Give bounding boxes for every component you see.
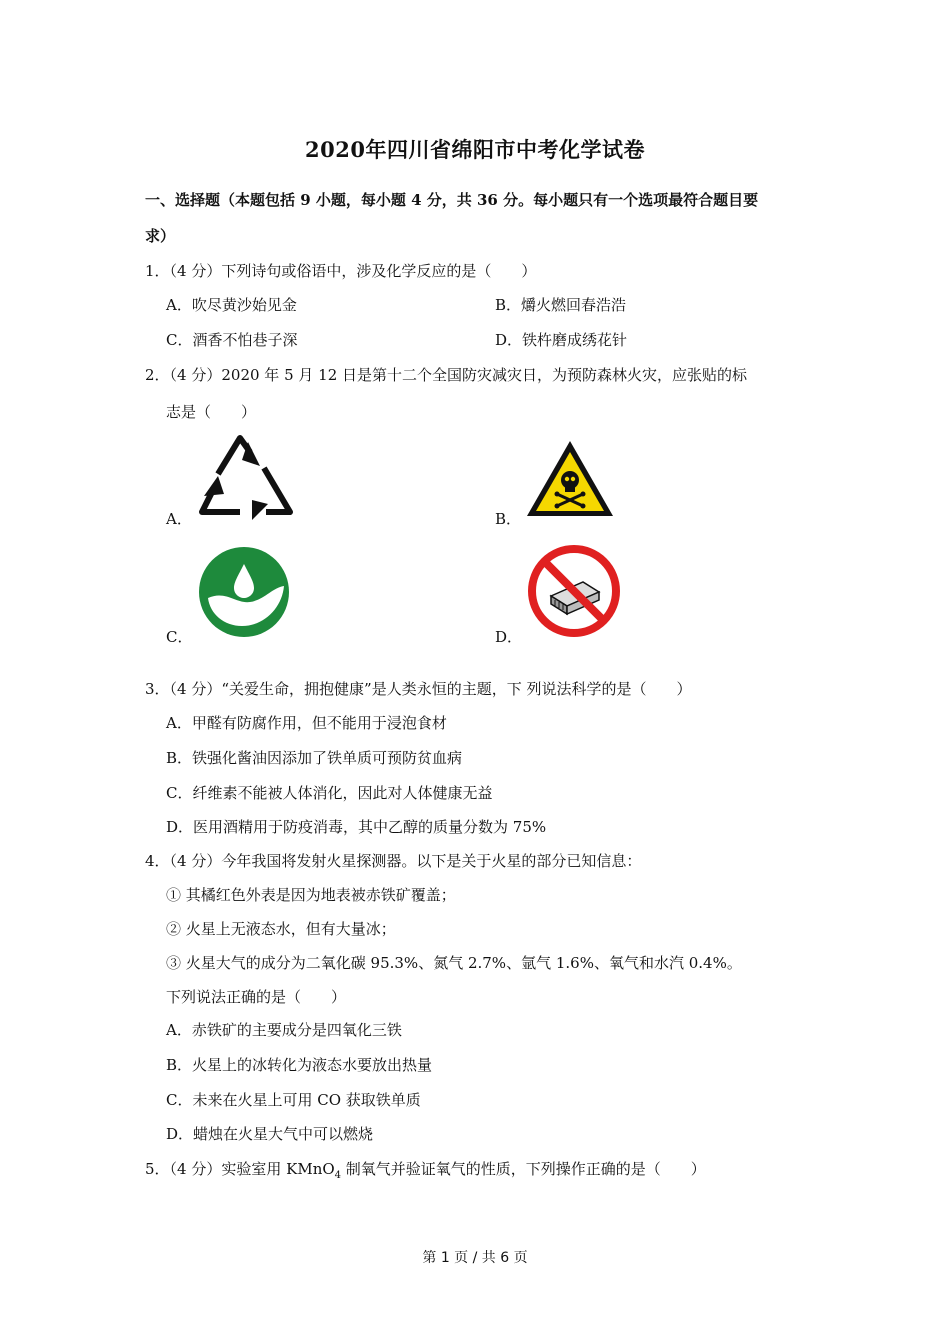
section-heading-line1: 一、选择题（本题包括 9 小题，每小题 4 分，共 36 分。每小题只有一个选项最符合题目要: [145, 191, 759, 209]
water-saving-icon: [198, 546, 290, 638]
q2-stem-line2: 志是（ ）: [166, 403, 257, 421]
q3-option-d: D．医用酒精用于防疫消毒，其中乙醇的质量分数为 75%: [166, 818, 547, 836]
q1-option-b: B．爝火燃回春浩浩: [495, 296, 627, 314]
q3-option-b: B．铁强化酱油因添加了铁单质可预防贫血病: [166, 749, 463, 767]
page-title: 2020年四川省绵阳市中考化学试卷: [305, 137, 645, 162]
q4-stem: 4．（4 分）今年我国将发射火星探测器。以下是关于火星的部分已知信息：: [145, 852, 642, 870]
q4-info-1: ① 其橘红色外表是因为地表被赤铁矿覆盖；: [166, 886, 456, 904]
q3-option-c: C．纤维素不能被人体消化，因此对人体健康无益: [166, 784, 493, 802]
toxic-warning-icon: [524, 438, 616, 520]
q5-stem-post: 制氧气并验证氧气的性质，下列操作正确的是（ ）: [341, 1160, 706, 1178]
no-matches-icon: [527, 544, 621, 638]
q1-option-d: D．铁杵磨成绣花针: [495, 331, 628, 349]
q1-option-c: C．酒香不怕巷子深: [166, 331, 298, 349]
q4-option-a: A．赤铁矿的主要成分是四氧化三铁: [166, 1021, 402, 1039]
q2-option-d-label: D．: [495, 628, 523, 646]
q4-option-d: D．蜡烛在火星大气中可以燃烧: [166, 1125, 374, 1143]
q4-info-2: ② 火星上无液态水，但有大量冰；: [166, 920, 396, 938]
page-footer: 第 1 页 / 共 6 页: [422, 1250, 528, 1266]
q5-stem-subscript: 4: [334, 1170, 342, 1181]
section-heading-line2: 求）: [145, 227, 176, 245]
section-heading: [145, 182, 815, 254]
q4-option-b: B．火星上的冰转化为液态水要放出热量: [166, 1056, 433, 1074]
q2-option-c-label: C．: [166, 628, 193, 646]
q3-stem: 3．（4 分）“关爱生命，拥抱健康”是人类永恒的主题，下 列说法科学的是（ ）: [145, 680, 692, 698]
q2-stem-line1: 2．（4 分）2020 年 5 月 12 日是第十二个全国防灾减灾日，为预防森林火灾，应张贴的标: [145, 366, 748, 384]
q2-option-a-label: A．: [166, 510, 192, 528]
q2-option-b-label: B．: [495, 510, 522, 528]
q4-option-c: C．未来在火星上可用 CO 获取铁单质: [166, 1091, 421, 1109]
q1-option-a: A．吹尽黄沙始见金: [166, 296, 297, 314]
q5-stem-pre: 5．（4 分）实验室用 KMnO: [145, 1160, 335, 1178]
q5-stem: [145, 1158, 706, 1181]
q1-stem: 1．（4 分）下列诗句或俗语中，涉及化学反应的是（ ）: [145, 262, 537, 280]
q3-option-a: A．甲醛有防腐作用，但不能用于浸泡食材: [166, 714, 447, 732]
q4-info-3: ③ 火星大气的成分为二氧化碳 95.3%、氮气 2.7%、氩气 1.6%、氧气和水汽 0.4%。: [166, 954, 742, 972]
q4-ask: 下列说法正确的是（ ）: [166, 988, 347, 1006]
recycle-symbol-icon: [196, 430, 294, 520]
